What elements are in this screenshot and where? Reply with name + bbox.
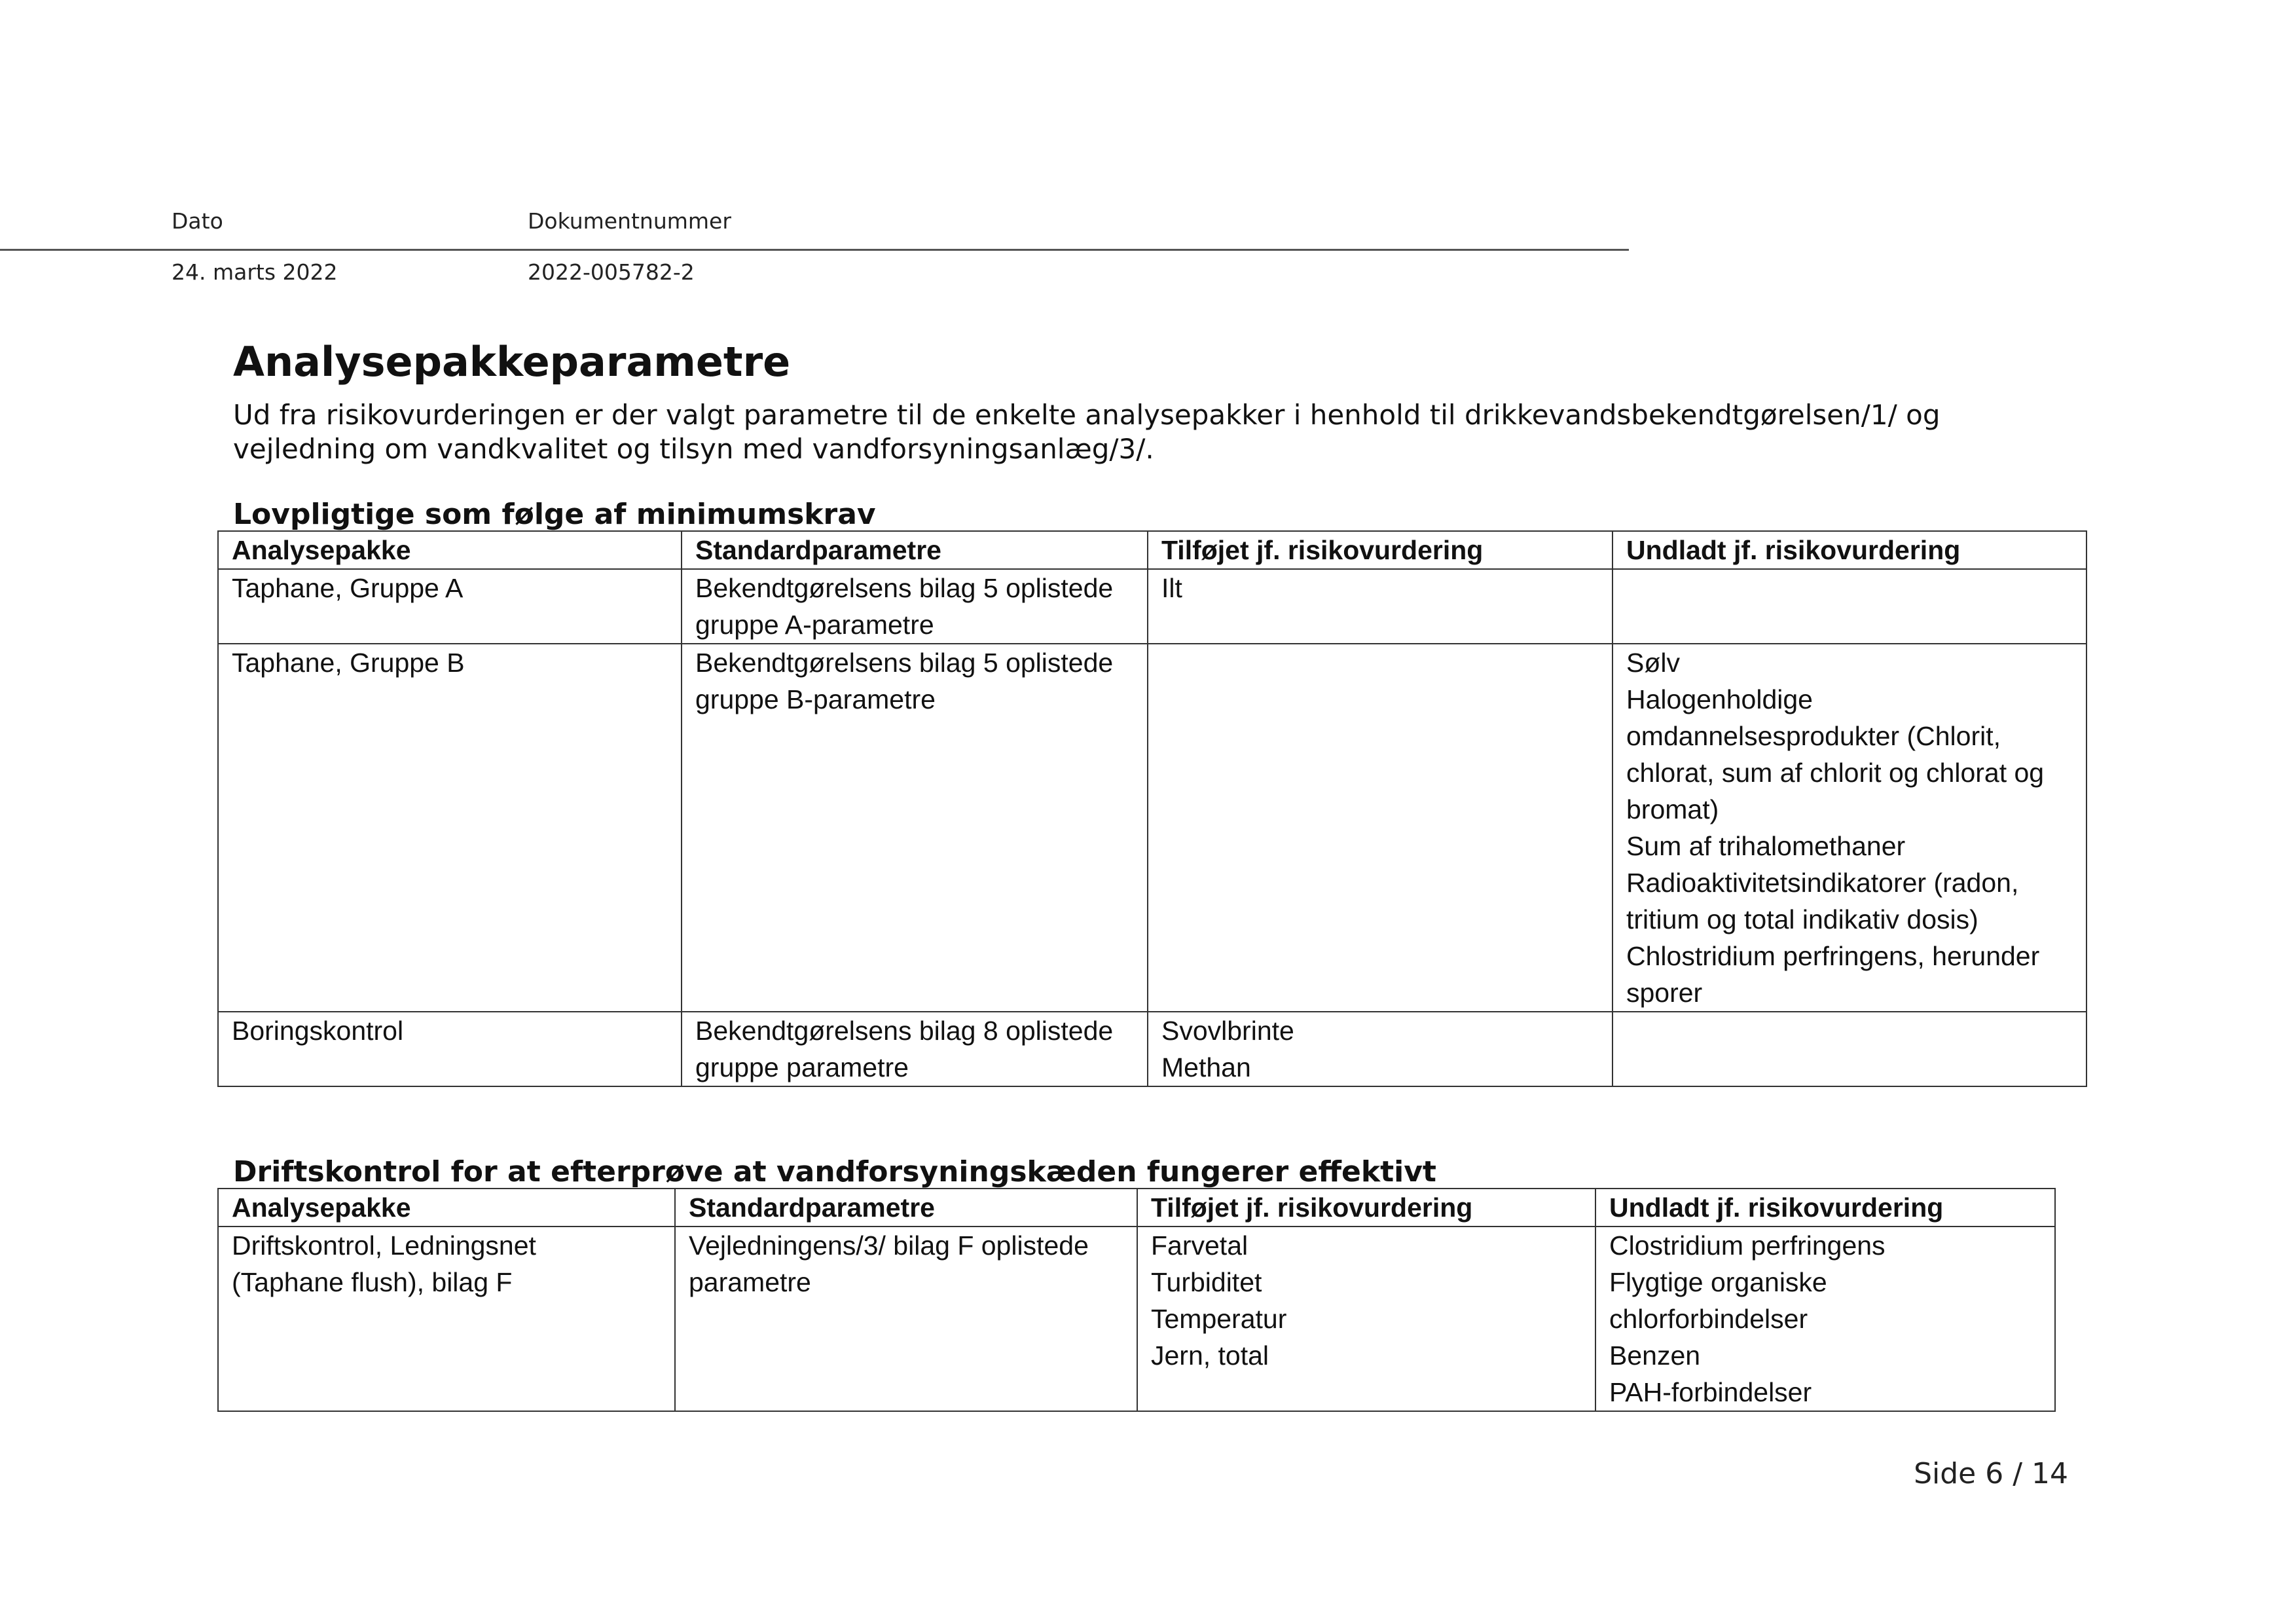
header-divider (0, 249, 1629, 251)
cell-line: Ilt (1161, 573, 1182, 603)
cell-analysepakke (218, 1227, 675, 1411)
table-row (218, 1227, 2055, 1411)
cell-tilfoejet (1148, 644, 1613, 1012)
cell-line: (Taphane flush), bilag F (232, 1267, 513, 1297)
cell-line: Boringskontrol (232, 1016, 404, 1046)
cell-analysepakke (218, 569, 682, 644)
cell-line: Clostridium perfringens (1609, 1230, 1886, 1261)
cell-standardparametre (675, 1227, 1137, 1411)
table-row (218, 1012, 2086, 1086)
cell-undladt (1613, 1012, 2086, 1086)
cell-line: Farvetal (1151, 1230, 1248, 1261)
page-number: Side 6 / 14 (1914, 1457, 2068, 1490)
cell-line: Benzen (1609, 1340, 1701, 1371)
cell-line: Vejledningens/3/ bilag F oplistede (689, 1230, 1089, 1261)
cell-line: tritium og total indikativ dosis) (1626, 904, 1978, 934)
cell-line: chlorforbindelser (1609, 1304, 1808, 1334)
cell-line: Bekendtgørelsens bilag 8 oplistede (695, 1016, 1114, 1046)
cell-tilfoejet (1148, 569, 1613, 644)
cell-standardparametre (682, 1012, 1148, 1086)
cell-line: sporer (1626, 978, 1703, 1008)
cell-tilfoejet (1137, 1227, 1595, 1411)
cell-standardparametre (682, 644, 1148, 1012)
cell-standardparametre (682, 569, 1148, 644)
section-title-minimumskrav: Lovpligtige som følge af minimumskrav (233, 498, 876, 531)
column-header-standardparametre: Standardparametre (682, 531, 1148, 569)
cell-analysepakke (218, 1012, 682, 1086)
column-header-analysepakke: Analysepakke (218, 1189, 675, 1227)
cell-tilfoejet (1148, 1012, 1613, 1086)
table-row (218, 569, 2086, 644)
date-label: Dato (172, 208, 223, 234)
cell-line: Chlostridium perfringens, herunder (1626, 941, 2040, 971)
cell-line: gruppe B-parametre (695, 684, 936, 714)
cell-line: Radioaktivitetsindikatorer (radon, (1626, 868, 2019, 898)
cell-line: gruppe A-parametre (695, 610, 934, 640)
cell-line: PAH-forbindelser (1609, 1377, 1812, 1407)
cell-line: chlorat, sum af chlorit og chlorat og (1626, 758, 2045, 788)
intro-paragraph (233, 398, 2197, 466)
cell-line: Halogenholdige (1626, 684, 1813, 714)
cell-line: Bekendtgørelsens bilag 5 oplistede (695, 648, 1114, 678)
column-header-undladt: Undladt jf. risikovurdering (1595, 1189, 2055, 1227)
cell-undladt (1595, 1227, 2055, 1411)
section-title-driftskontrol: Driftskontrol for at efterprøve at vandforsyningskæden fungerer effektivt (233, 1155, 1436, 1189)
cell-line: Driftskontrol, Ledningsnet (232, 1230, 536, 1261)
page-title: Analysepakkeparametre (233, 338, 791, 386)
column-header-tilfoejet: Tilføjet jf. risikovurdering (1137, 1189, 1595, 1227)
intro-line: vejledning om vandkvalitet og tilsyn med vandforsyningsanlæg/3/. (233, 433, 1154, 465)
cell-line: Taphane, Gruppe B (232, 648, 465, 678)
cell-line: Methan (1161, 1052, 1251, 1082)
table-header-row (218, 531, 2086, 569)
cell-line: Taphane, Gruppe A (232, 573, 464, 603)
cell-line: Turbiditet (1151, 1267, 1262, 1297)
cell-undladt (1613, 644, 2086, 1012)
document-number-value: 2022-005782-2 (528, 259, 695, 285)
table-driftskontrol (217, 1188, 2056, 1412)
cell-line: Sum af trihalomethaner (1626, 831, 1906, 861)
cell-undladt (1613, 569, 2086, 644)
column-header-standardparametre: Standardparametre (675, 1189, 1137, 1227)
cell-analysepakke (218, 644, 682, 1012)
cell-line: Bekendtgørelsens bilag 5 oplistede (695, 573, 1114, 603)
table-row (218, 644, 2086, 1012)
cell-line: gruppe parametre (695, 1052, 909, 1082)
cell-line: parametre (689, 1267, 811, 1297)
cell-line: Flygtige organiske (1609, 1267, 1827, 1297)
column-header-undladt: Undladt jf. risikovurdering (1613, 531, 2086, 569)
cell-line: Sølv (1626, 648, 1680, 678)
document-number-label: Dokumentnummer (528, 208, 731, 234)
date-value: 24. marts 2022 (172, 259, 338, 285)
table-minimumskrav (217, 530, 2087, 1087)
column-header-analysepakke: Analysepakke (218, 531, 682, 569)
table-header-row (218, 1189, 2055, 1227)
cell-line: omdannelsesprodukter (Chlorit, (1626, 721, 2001, 751)
intro-line: Ud fra risikovurderingen er der valgt parametre til de enkelte analysepakker i henhold til drikkevandsbekendtgørelsen/1/ og (233, 399, 1941, 431)
cell-line: Jern, total (1151, 1340, 1269, 1371)
column-header-tilfoejet: Tilføjet jf. risikovurdering (1148, 531, 1613, 569)
cell-line: bromat) (1626, 794, 1719, 824)
cell-line: Temperatur (1151, 1304, 1287, 1334)
cell-line: Svovlbrinte (1161, 1016, 1294, 1046)
